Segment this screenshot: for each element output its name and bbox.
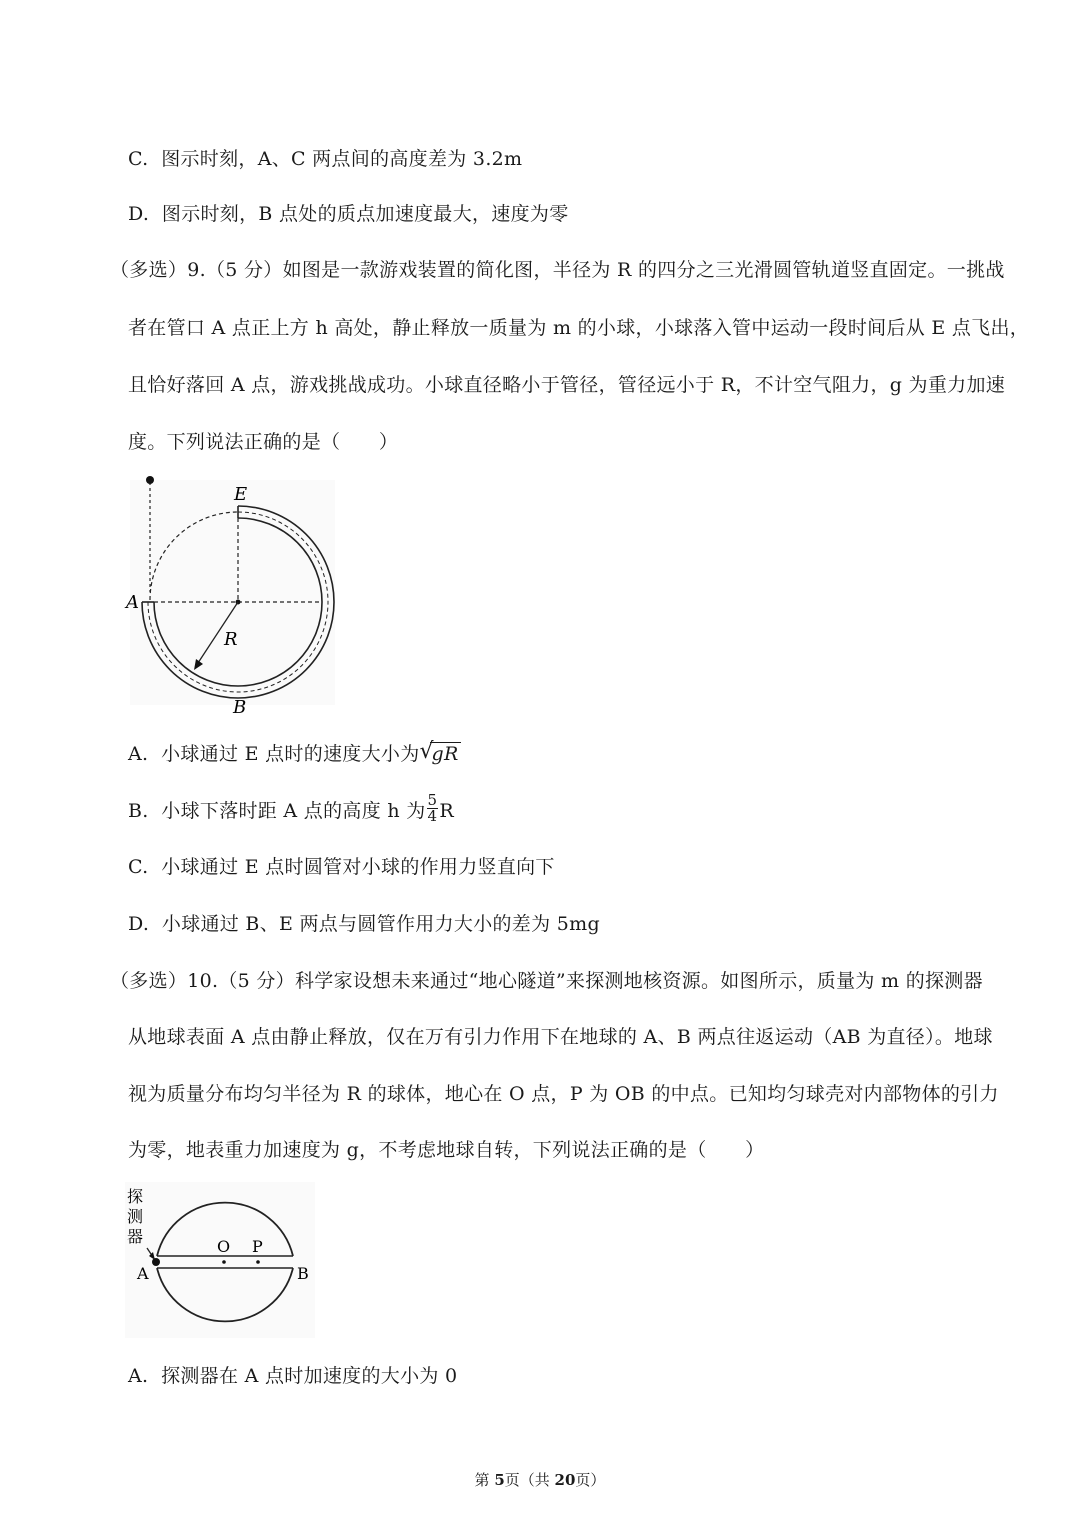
fraction-5-4: $\frac{5}{4}$: [427, 790, 438, 825]
q10-label-probe-3: 器: [127, 1227, 144, 1246]
q10-number: 10.: [187, 970, 219, 992]
q9-label-b: B: [233, 697, 247, 718]
q9-number: 9.: [187, 259, 206, 281]
page-total: 20: [554, 1471, 576, 1489]
q9-label-e: E: [234, 484, 248, 505]
q9-ball: [146, 476, 154, 484]
q10-label-probe-1: 探: [127, 1187, 144, 1206]
q9-option-d: D. 小球通过 B、E 两点与圆管作用力大小的差为 5mg: [128, 913, 600, 935]
q10-label-p: P: [252, 1237, 263, 1256]
q10-line-2: 从地球表面 A 点由静止释放，仅在万有引力作用下在地球的 A、B 两点往返运动（AB 为直径）。地球: [128, 1026, 993, 1048]
q9-option-a: A. 小球通过 E 点时的速度大小为 √ gR: [128, 740, 461, 768]
q10-label-a: A: [137, 1264, 149, 1283]
q9-figure: [120, 470, 350, 720]
q10-line-1: （多选）10.（5 分）科学家设想未来通过“地心隧道”来探测地核资源。如图所示，质量为 m 的探测器: [110, 970, 983, 992]
q9-label-r: R: [224, 629, 238, 650]
q9-line-3: 且恰好落回 A 点，游戏挑战成功。小球直径略小于管径，管径远小于 R，不计空气阻力，g 为重力加速: [128, 374, 1006, 396]
q9-score: （5 分）: [205, 259, 283, 281]
q10-label-b: B: [297, 1264, 309, 1283]
option-c-prev: C. 图示时刻，A、C 两点间的高度差为 3.2m: [128, 148, 523, 170]
q10-option-a: A. 探测器在 A 点时加速度的大小为 0: [128, 1365, 458, 1387]
sqrt-gr: √ gR: [419, 739, 459, 765]
q9-option-c: C. 小球通过 E 点时圆管对小球的作用力竖直向下: [128, 856, 555, 878]
q10-score: （5 分）: [218, 970, 295, 992]
q10-figure: [125, 1182, 320, 1342]
q10-label-probe-2: 测: [127, 1207, 144, 1226]
q10-line-4: 为零，地表重力加速度为 g，不考虑地球自转，下列说法正确的是（ ）: [128, 1139, 765, 1161]
q10-point-p: [256, 1260, 260, 1264]
q10-tag: （多选）: [110, 970, 188, 992]
option-d-prev: D. 图示时刻，B 点处的质点加速度最大，速度为零: [128, 203, 569, 225]
q9-option-b: B. 小球下落时距 A 点的高度 h 为 $\frac{5}{4}$ R: [128, 790, 454, 825]
q9-line-1: （多选）9.（5 分）如图是一款游戏装置的简化图，半径为 R 的四分之三光滑圆管轨道竖直固定。一挑战: [110, 259, 1005, 281]
page-number: 5: [494, 1471, 505, 1489]
sqrt-sign: √: [419, 739, 434, 764]
page-footer: 第 5页（共 20页）: [474, 1471, 606, 1489]
q9-line-2: 者在管口 A 点正上方 h 高处，静止释放一质量为 m 的小球，小球落入管中运动一段时间后从 E 点飞出，: [128, 317, 1030, 339]
q9-line-4: 度。下列说法正确的是（ ）: [128, 431, 399, 453]
q9-tag: （多选）: [110, 259, 188, 281]
q10-line-3: 视为质量分布均匀半径为 R 的球体，地心在 O 点，P 为 OB 的中点。已知均匀球壳对内部物体的引力: [128, 1083, 999, 1105]
q10-point-o: [222, 1260, 226, 1264]
q10-label-o: O: [217, 1237, 231, 1256]
q10-probe: [152, 1258, 160, 1266]
q9-label-a: A: [126, 592, 139, 613]
